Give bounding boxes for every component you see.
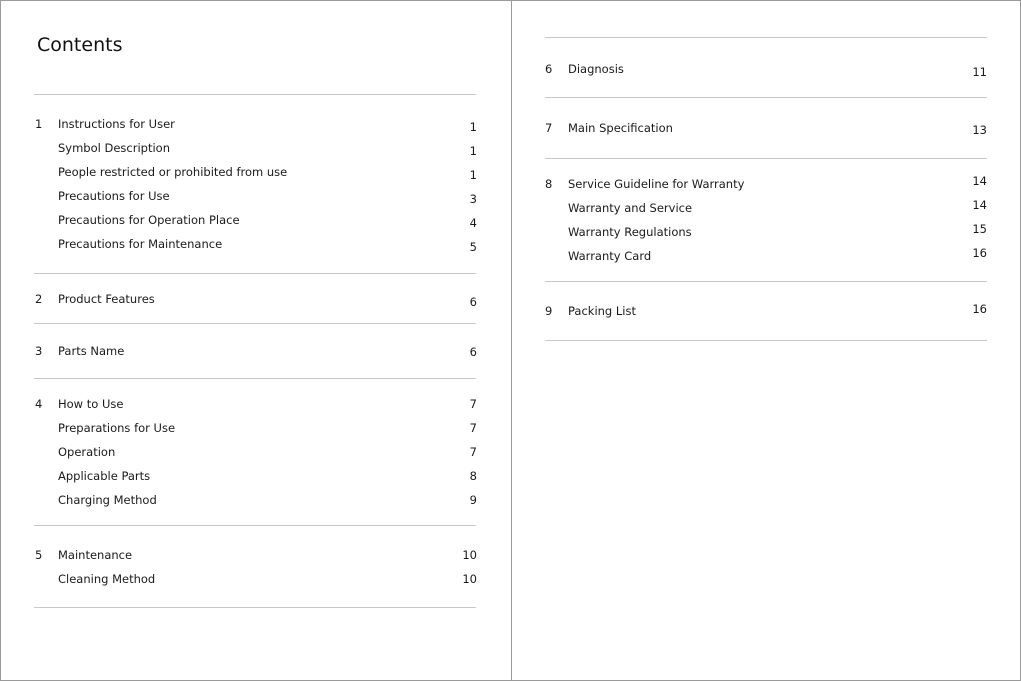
toc-entry-page: 5 xyxy=(469,240,477,254)
toc-entry-page: 15 xyxy=(972,222,987,236)
toc-entry-page: 8 xyxy=(469,469,477,483)
section-number: 1 xyxy=(35,117,43,131)
toc-entry-label: Product Features xyxy=(58,292,155,306)
toc-entry-label: Parts Name xyxy=(58,344,125,358)
toc-entry-label: Charging Method xyxy=(58,493,157,507)
divider xyxy=(545,281,987,282)
toc-entry-page: 7 xyxy=(469,397,477,411)
toc-entry-label: Packing List xyxy=(568,304,636,318)
toc-entry-label: Diagnosis xyxy=(568,62,624,76)
toc-entry-page: 4 xyxy=(469,216,477,230)
toc-entry-page: 3 xyxy=(469,192,477,206)
toc-entry-label: Warranty Regulations xyxy=(568,225,692,239)
toc-entry-page: 16 xyxy=(972,302,987,316)
toc-entry-page: 13 xyxy=(972,123,987,137)
divider xyxy=(34,323,476,324)
divider xyxy=(34,94,476,95)
divider xyxy=(34,273,476,274)
toc-entry-label: Maintenance xyxy=(58,548,133,562)
toc-entry-label: Precautions for Use xyxy=(58,189,170,203)
section-number: 5 xyxy=(35,548,43,562)
toc-entry-label: Cleaning Method xyxy=(58,572,156,586)
toc-entry-page: 10 xyxy=(462,572,477,586)
toc-entry-page: 6 xyxy=(469,295,477,309)
divider xyxy=(34,607,476,608)
toc-entry-page: 9 xyxy=(469,493,477,507)
section-number: 2 xyxy=(35,292,43,306)
toc-entry-page: 14 xyxy=(972,174,987,188)
toc-entry-label: Instructions for User xyxy=(58,117,175,131)
section-number: 7 xyxy=(545,121,553,135)
divider xyxy=(545,37,987,38)
toc-entry-label: Operation xyxy=(58,445,116,459)
toc-entry-page: 1 xyxy=(469,120,477,134)
toc-entry-label: How to Use xyxy=(58,397,124,411)
toc-entry-label: Applicable Parts xyxy=(58,469,151,483)
divider xyxy=(34,378,476,379)
toc-entry-label: Main Specification xyxy=(568,121,673,135)
toc-entry-page: 14 xyxy=(972,198,987,212)
section-number: 9 xyxy=(545,304,553,318)
divider xyxy=(34,525,476,526)
section-number: 6 xyxy=(545,62,553,76)
toc-entry-page: 6 xyxy=(469,345,477,359)
page-title: Contents xyxy=(37,34,123,56)
section-number: 8 xyxy=(545,177,553,191)
toc-entry-page: 7 xyxy=(469,445,477,459)
toc-entry-label: Service Guideline for Warranty xyxy=(568,177,745,191)
divider xyxy=(545,340,987,341)
divider xyxy=(545,97,987,98)
section-number: 3 xyxy=(35,344,43,358)
divider xyxy=(545,158,987,159)
page-gutter xyxy=(511,1,512,680)
toc-entry-label: Precautions for Maintenance xyxy=(58,237,223,251)
toc-entry-page: 10 xyxy=(462,548,477,562)
toc-entry-label: Symbol Description xyxy=(58,141,170,155)
toc-entry-label: Precautions for Operation Place xyxy=(58,213,240,227)
toc-entry-label: People restricted or prohibited from use xyxy=(58,165,288,179)
section-number: 4 xyxy=(35,397,43,411)
toc-entry-label: Warranty Card xyxy=(568,249,652,263)
toc-entry-page: 16 xyxy=(972,246,987,260)
toc-entry-page: 7 xyxy=(469,421,477,435)
toc-entry-label: Warranty and Service xyxy=(568,201,693,215)
toc-entry-page: 11 xyxy=(972,65,987,79)
toc-entry-page: 1 xyxy=(469,168,477,182)
toc-entry-page: 1 xyxy=(469,144,477,158)
toc-entry-label: Preparations for Use xyxy=(58,421,176,435)
